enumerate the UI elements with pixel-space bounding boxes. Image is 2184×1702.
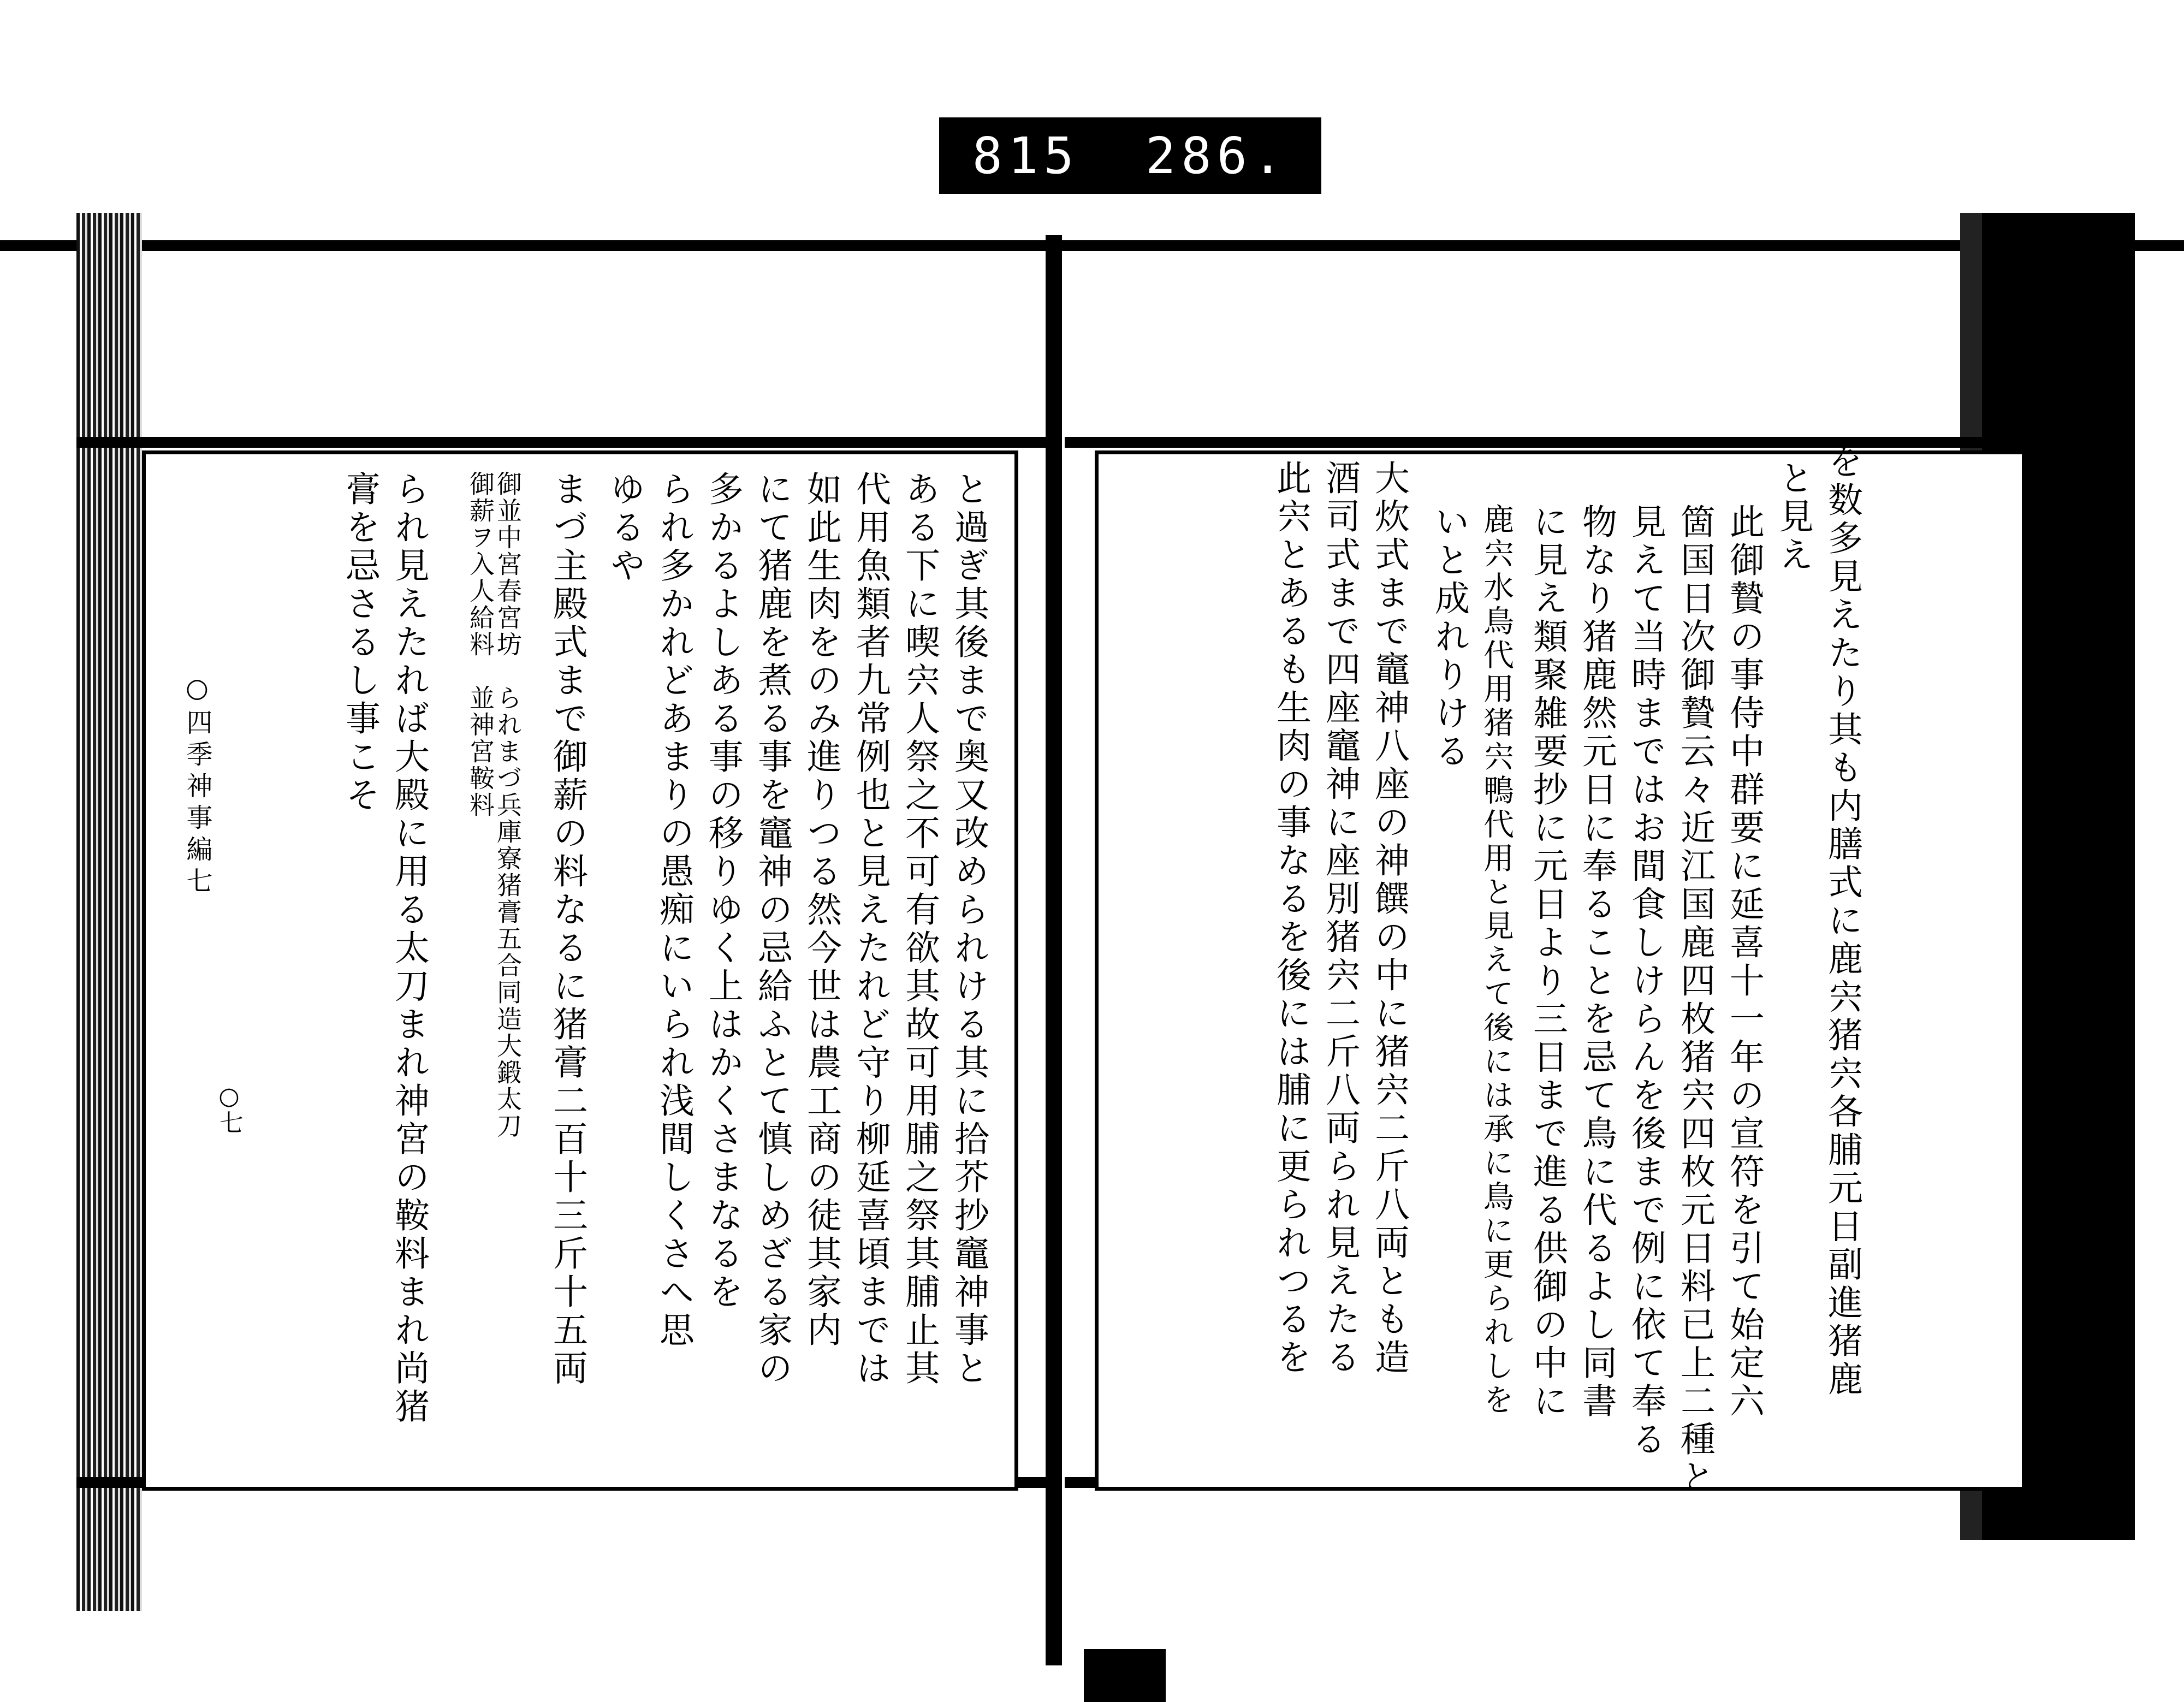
text-column: ゆるや — [604, 471, 645, 585]
microfilm-frame-label — [939, 117, 1321, 194]
book-spine — [1046, 235, 1062, 1665]
left-page-edges — [76, 213, 142, 1611]
text-column: 多かるよしある事の移りゆく上はかくさまなるを — [703, 471, 743, 1312]
text-column: 物なり猪鹿然元日に奉ることを忌て鳥に代るよし同書 — [1576, 503, 1617, 1421]
text-column-annotation: 御薪ヲ入人給料 並神宮鞍料 — [466, 471, 495, 819]
frame-page: 286. — [1145, 126, 1289, 185]
text-column: 代用魚類者九常例也と見えたれど守り柳延喜頃までは — [850, 471, 891, 1388]
text-column: と過ぎ其後まで奥又改められける其に拾芥抄竈神事と — [948, 471, 989, 1388]
text-column: と見え — [1773, 460, 1813, 574]
text-column: に見え類聚雑要抄に元日より三日まで進る供御の中に — [1527, 503, 1568, 1421]
binding-band — [76, 437, 1048, 448]
book-spine-foot — [1084, 1649, 1166, 1702]
book-top-edge — [0, 240, 2184, 251]
text-column: られ見えたれば大殿に用る太刀まれ神宮の鞍料まれ尚猪 — [389, 471, 429, 1426]
binding-band — [1065, 437, 2048, 448]
text-column: 見えて当時まではお間食しけらんを後まで例に依て奉る — [1625, 503, 1666, 1459]
text-column: られ多かれどあまりの愚痴にいられ浅間しくさへ思 — [654, 471, 694, 1350]
text-column: にて猪鹿を煮る事を竈神の忌給ふとて慎しめざる家の — [752, 471, 792, 1388]
text-column: 大炊式まで竈神八座の神饌の中に猪宍二斤八両とも造 — [1369, 460, 1409, 1377]
page-number: ○七 — [215, 1082, 243, 1134]
right-page — [1095, 443, 2026, 1497]
text-column: 鹿宍水鳥代用猪宍鴨代用と見えて後には承に鳥に更られしを — [1479, 503, 1514, 1418]
text-column: 此御贄の事侍中群要に延喜十一年の宣符を引て始定六 — [1724, 503, 1764, 1421]
text-column: いと成れりける — [1429, 503, 1469, 771]
frame-number: 815 — [972, 126, 1079, 185]
text-column: を数多見えたり其も内膳式に鹿宍猪宍各脯元日副進猪鹿 — [1822, 443, 1862, 1399]
text-column: 箇国日次御贄云々近江国鹿四枚猪宍四枚元日料已上二種と — [1675, 503, 1715, 1497]
text-column: 如此生肉をのみ進りつる然今世は農工商の徒其家内 — [801, 471, 841, 1350]
text-column: まづ主殿式まで御薪の料なるに猪膏二百十三斤十五両 — [547, 471, 587, 1388]
running-title: ○四季神事編七 — [182, 673, 212, 899]
text-column: 膏を忌さるし事こそ — [340, 471, 380, 815]
text-column: ある下に喫宍人祭之不可有欲其故可用脯之祭其脯止其 — [899, 471, 940, 1388]
text-column-annotation: 御並中宮春宮坊 られまづ兵庫寮猪膏五合同造大鍛太刀 — [493, 471, 523, 1140]
text-column: 酒司式まで四座竈神に座別猪宍二斤八両られ見えたる — [1320, 460, 1360, 1377]
text-column: 此宍とあるも生肉の事なるを後には脯に更られつるを — [1271, 460, 1311, 1377]
left-page — [142, 450, 1018, 1491]
